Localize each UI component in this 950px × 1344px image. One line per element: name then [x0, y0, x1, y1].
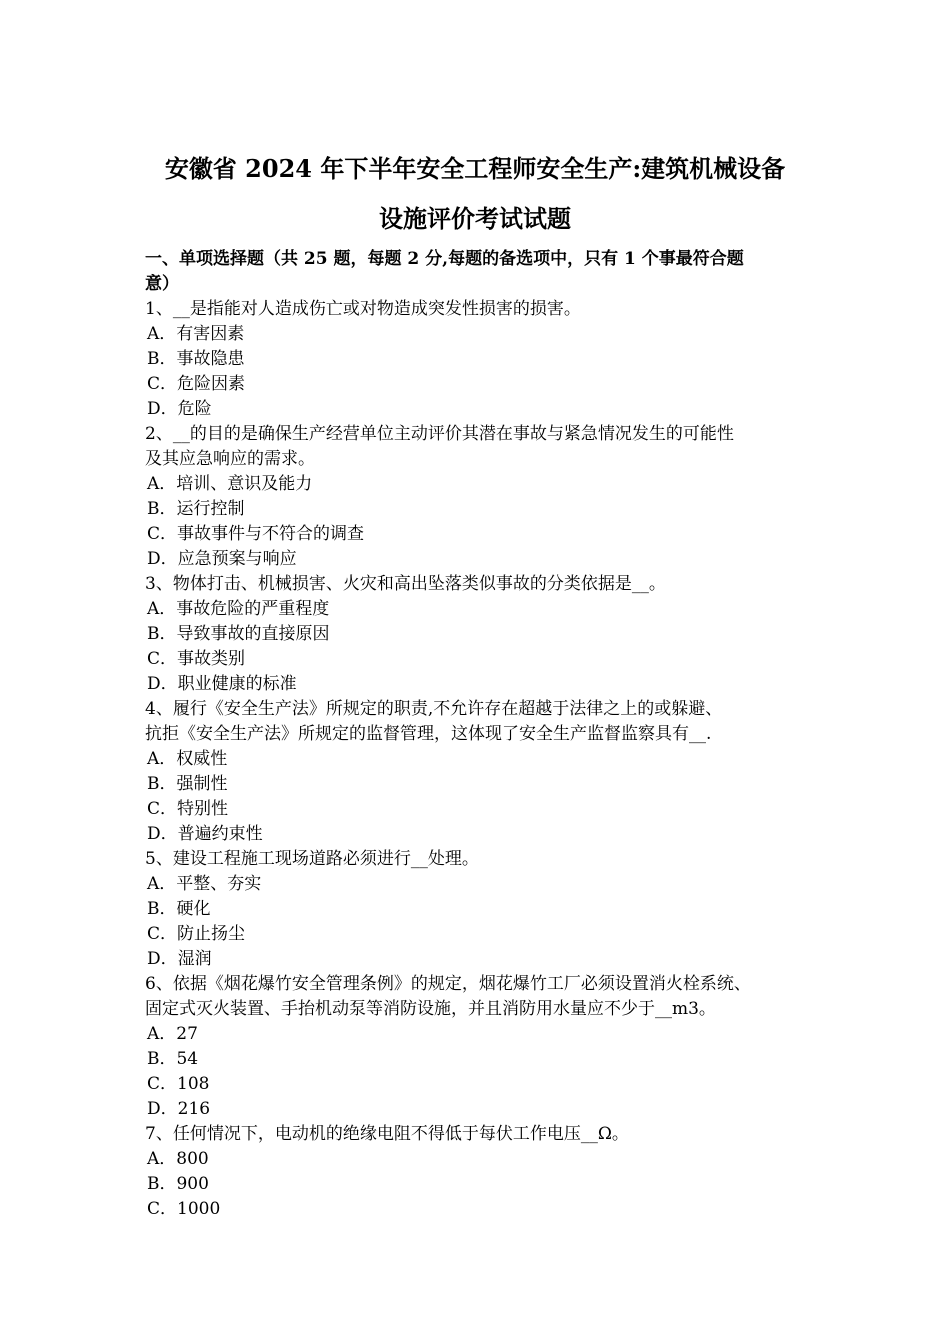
option-d: D．普遍约束性 [147, 824, 263, 844]
option-c: C．危险因素 [147, 374, 246, 394]
question-7 [145, 1122, 815, 1222]
option-a: A．培训、意识及能力 [147, 474, 313, 494]
option-c: C．108 [147, 1074, 210, 1094]
option-d: D．职业健康的标准 [147, 674, 297, 694]
question-text: 2、__的目的是确保生产经营单位主动评价其潜在事故与紧急情况发生的可能性 [145, 424, 734, 444]
question-4 [145, 697, 815, 847]
question-1 [145, 297, 815, 422]
option-b: B．事故隐患 [147, 349, 245, 369]
section-header-line-1: 一、单项选择题（共 25 题，每题 2 分,每题的备选项中，只有 1 个事最符合题 [145, 249, 744, 269]
section-header [145, 247, 815, 297]
option-c: C．特别性 [147, 799, 229, 819]
question-text: 5、建设工程施工现场道路必须进行__处理。 [145, 849, 479, 869]
document-title-line-1: 安徽省 2024 年下半年安全工程师安全生产:建筑机械设备 [164, 154, 786, 183]
question-6 [145, 972, 815, 1122]
document-title-line-2: 设施评价考试试题 [379, 204, 571, 233]
option-b: B．硬化 [147, 899, 211, 919]
question-text: 6、依据《烟花爆竹安全管理条例》的规定，烟花爆竹工厂必须设置消火栓系统、 [145, 974, 751, 994]
option-d: D．湿润 [147, 949, 212, 969]
option-b: B．54 [147, 1049, 199, 1069]
option-a: A．平整、夯实 [147, 874, 262, 894]
option-a: A．27 [147, 1024, 198, 1044]
option-a: A．权威性 [147, 749, 228, 769]
option-b: B．导致事故的直接原因 [147, 624, 330, 644]
question-text-continued: 抗拒《安全生产法》所规定的监督管理，这体现了安全生产监督监察具有__. [145, 724, 712, 744]
option-a: A．有害因素 [147, 324, 245, 344]
question-text: 1、__是指能对人造成伤亡或对物造成突发性损害的损害。 [145, 299, 581, 319]
document-body [145, 247, 815, 1222]
question-text-continued: 固定式灭火装置、手抬机动泵等消防设施，并且消防用水量应不少于__m3。 [145, 999, 716, 1019]
question-text: 3、物体打击、机械损害、火灾和高出坠落类似事故的分类依据是__。 [145, 574, 666, 594]
option-c: C．事故事件与不符合的调查 [147, 524, 365, 544]
option-b: B．强制性 [147, 774, 228, 794]
question-text: 4、履行《安全生产法》所规定的职责,不允许存在超越于法律之上的或躲避、 [145, 699, 723, 719]
option-b: B．900 [147, 1174, 209, 1194]
option-d: D．216 [147, 1099, 211, 1119]
option-a: A．800 [147, 1149, 209, 1169]
option-c: C．1000 [147, 1199, 221, 1219]
option-c: C．防止扬尘 [147, 924, 246, 944]
question-2 [145, 422, 815, 572]
option-b: B．运行控制 [147, 499, 245, 519]
option-a: A．事故危险的严重程度 [147, 599, 330, 619]
question-5 [145, 847, 815, 972]
question-3 [145, 572, 815, 697]
option-d: D．应急预案与响应 [147, 549, 297, 569]
option-c: C．事故类别 [147, 649, 246, 669]
question-text: 7、任何情况下，电动机的绝缘电阻不得低于每伏工作电压__Ω。 [145, 1124, 629, 1144]
question-text-continued: 及其应急响应的需求。 [145, 449, 315, 469]
section-header-line-2: 意） [145, 274, 179, 294]
option-d: D．危险 [147, 399, 212, 419]
